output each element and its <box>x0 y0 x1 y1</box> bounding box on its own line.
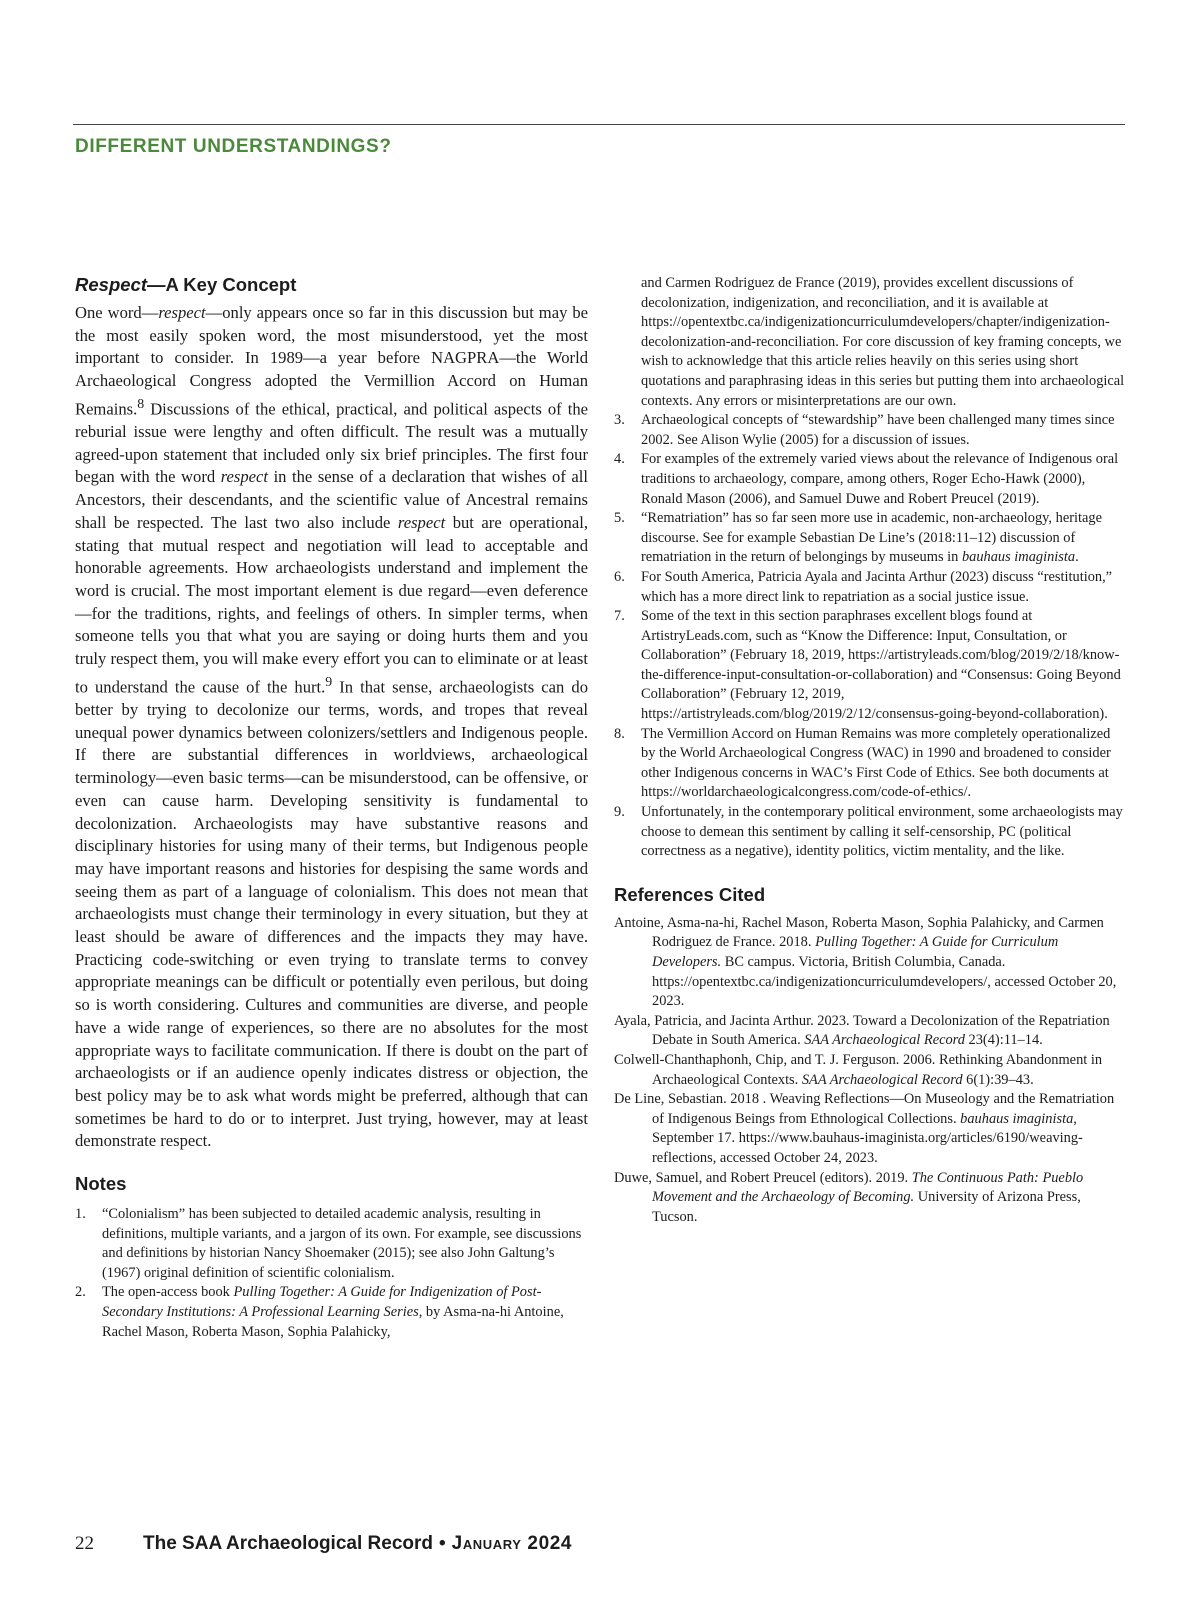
note-text: Archaeological concepts of “stewardship” have been challenged many times since 2002. See Alison Wylie (2005) for a discussion of issues. <box>641 412 1115 448</box>
ref-text: BC campus. Victoria, British Columbia, Canada. https://opentextbc.ca/indigenizationcurriculumdevelopers/, accessed October 20, 2023. <box>652 954 1117 1010</box>
ref-title: bauhaus imaginista <box>960 1110 1074 1127</box>
section-header-title: DIFFERENT UNDERSTANDINGS? <box>75 136 392 157</box>
note-title: Pulling Together: A Guide for Indigenization of Post-Secondary Institutions: A Professional Learning Series <box>102 1284 542 1321</box>
footnote-ref[interactable]: 9 <box>325 673 333 689</box>
note-text: Unfortunately, in the contemporary political environment, some archaeologists may choose to demean this sentiment by calling it self-censorship, PC (political correctness as a negative), identity politics, victim mentality, and the like. <box>641 804 1123 860</box>
note-number: 3. <box>614 412 625 429</box>
note-text: “Colonialism” has been subjected to detailed academic analysis, resulting in definitions, multiple variants, and a jargon of its own. For example, see discussions and definitions by historian Nancy Shoemaker (2015); see also John Galtung’s (1967) original definition of scientific colonialism. <box>102 1206 582 1281</box>
note-9 <box>614 803 1126 862</box>
note-1 <box>75 1205 588 1283</box>
heading-rest-part: —A Key Concept <box>146 274 297 295</box>
respect-section-heading <box>75 274 588 296</box>
reference-entry <box>614 1090 1126 1168</box>
text-segment: One word— <box>75 303 159 322</box>
note-number: 1. <box>75 1206 86 1223</box>
footer-separator: • <box>439 1533 446 1554</box>
text-segment: —only appears once so far in this discussion but may be the most easily spoken word, the most misunderstood, yet the most important to consider. In 1989—a year before NAGPRA—the World Archaeological Congress adopted the Vermillion Accord on Human Remains. <box>75 303 588 419</box>
ref-title: SAA Archaeological Record <box>801 1071 963 1088</box>
note-7 <box>614 607 1126 725</box>
note-text: . <box>1075 549 1079 566</box>
references-heading: References Cited <box>614 883 766 905</box>
ref-text: , September 17. https://www.bauhaus-imaginista.org/articles/6190/weaving-reflections, accessed October 24, 2023. <box>652 1110 1083 1166</box>
footnote-ref[interactable]: 8 <box>137 395 145 411</box>
ref-text: University of Arizona Press, Tucson. <box>652 1189 1081 1225</box>
note-2 <box>75 1283 588 1342</box>
text-segment: but are operational, stating that mutual respect and negotiation will lead to acceptable and honorable agreements. How archaeologists understand and implement the word is crucial. The most important element is due regard—even deference—for the traditions, rights, and feelings of others. In simpler terms, when someone tells you that what you are saying or doing hurts them and you truly respect them, you will make every effort you can to eliminate or at least to understand the cause of the hurt. <box>75 512 588 697</box>
note-number: 5. <box>614 510 625 527</box>
note-text: For examples of the extremely varied views about the relevance of Indigenous oral traditions to archaeology, compare, among others, Roger Echo-Hawk (2000), Ronald Mason (2006), and Samuel Duwe and Robert Preucel (2019). <box>641 451 1119 507</box>
note-8 <box>614 725 1126 803</box>
header-rule <box>73 124 1125 125</box>
notes-heading: Notes <box>75 1173 127 1195</box>
text-segment: In that sense, archaeologists can do better by trying to decolonize our terms, words, and tropes that reveal unequal power dynamics between colonizers/settlers and Indigenous people. If there are substantial differences in worldviews, archaeological terminology—even basic terms—can be misunderstood, can be offensive, or even can cause harm. Developing sensitivity is fundamental to decolonization. Archaeologists may have substantive reasons and disciplinary histories for using many of their terms, but Indigenous people may have important reasons and histories for despising the same words and seeing them as part of a language of colonialism. This does not mean that archaeologists must change their terminology in every situation, but they at least should be aware of differences and the impacts they may have. Practicing code-switching or even trying to translate terms to convey appropriate meanings can be difficult or potentially even perilous, but doing so is worth considering. Cultures and communities are diverse, and people have a wide range of experiences, so there are no absolutes for the most appropriate ways to facilitate communication. If there is doubt on the part of archaeologists or if an audience openly indicates distress or objection, the best policy may be to ask what words might be preferred, although that can sometimes be hard to do or to interpret. Just trying, however, may at least demonstrate respect. <box>75 677 589 1151</box>
text-segment: Discussions of the ethical, practical, and political aspects of the reburial issue were lengthy and often difficult. The result was a mutually agreed-upon statement that included only six brief principles. The first four began with the word <box>75 399 588 487</box>
issue-date: January 2024 <box>451 1533 573 1554</box>
note-number: 7. <box>614 608 625 625</box>
page-number: 22 <box>75 1533 94 1554</box>
italic-term: respect <box>158 303 206 322</box>
note-4 <box>614 450 1126 509</box>
ref-text: 23(4):11–14. <box>964 1032 1043 1049</box>
note-number: 6. <box>614 568 625 585</box>
note-number: 4. <box>614 451 625 468</box>
ref-text: Ayala, Patricia, and Jacinta Arthur. 2023. Toward a Decolonization of the Repatriation Debate in South America. <box>614 1012 1110 1049</box>
ref-text: Duwe, Samuel, and Robert Preucel (editors). 2019. <box>614 1169 912 1186</box>
note-text: The open-access book <box>102 1284 234 1301</box>
note-3 <box>614 411 1126 450</box>
note-2-continued: and Carmen Rodriguez de France (2019), provides excellent discussions of decolonization, indigenization, and reconciliation, and it is available at https://opentextbc.ca/indigenizationcurriculumdevelopers/chapter/indigenization-decolonization-and-reconciliation. For core discussion of key framing concepts, we wish to acknowledge that this article relies heavily on this series using short quotations and paraphrasing ideas in this series but putting them into archaeological contexts. Any errors or misinterpretations are our own. <box>641 275 1125 409</box>
ref-title: The Continuous Path: Pueblo Movement and the Archaeology of Becoming. <box>652 1169 1084 1206</box>
note-5 <box>614 509 1126 568</box>
reference-entry <box>614 1051 1126 1090</box>
italic-term: respect <box>220 467 269 487</box>
heading-italic-part: Respect <box>75 274 147 295</box>
text-segment: in the sense of a declaration that wishes of all Ancestors, their descendants, and the scientific value of Ancestral remains shall be respected. The last two also include <box>75 467 588 532</box>
left-column <box>75 274 588 1342</box>
note-text: For South America, Patricia Ayala and Jacinta Arthur (2023) discuss “restitution,” which has a more direct link to repatriation as a social justice issue. <box>641 568 1113 605</box>
ref-text: Antoine, Asma-na-hi, Rachel Mason, Roberta Mason, Sophia Palahicky, and Carmen Rodriguez de France. 2018. <box>614 914 1104 951</box>
ref-title: SAA Archaeological Record <box>804 1032 965 1049</box>
respect-paragraph <box>75 302 588 1153</box>
note-text: Some of the text in this section paraphrases excellent blogs found at ArtistryLeads.com, such as “Know the Difference: Input, Consultation, or Collaboration” (February 18, 2019, https://artistryleads.com/blog/2019/2/18/know-the-difference-input-consultation-or-collaboration) and “Consensus: Going Beyond Collaboration” (February 12, 2019, https://artistryleads.com/blog/2019/2/12/consensus-going-beyond-collaboration). <box>641 608 1121 723</box>
note-text: The Vermillion Accord on Human Remains was more completely operationalized by the World Archaeological Congress (WAC) in 1990 and broadened to consider other Indigenous concerns in WAC’s First Code of Ethics. See both documents at https://worldarchaeologicalcongress.com/code-of-ethics/. <box>641 725 1111 801</box>
reference-entry <box>614 914 1126 1012</box>
note-text: “Rematriation” has so far seen more use in academic, non-archaeology, heritage discourse. See for example Sebastian De Line’s (2018:11–12) discussion of rematriation in the return of belongings by museums in <box>641 510 1102 566</box>
note-6 <box>614 568 1126 607</box>
note-text: , by Asma-na-hi Antoine, Rachel Mason, Roberta Mason, Sophia Palahicky, <box>102 1304 564 1340</box>
journal-name: The SAA Archaeological Record <box>143 1533 433 1554</box>
page-footer <box>75 1533 572 1555</box>
note-number: 2. <box>75 1284 86 1301</box>
italic-term: respect <box>397 512 446 532</box>
ref-title: Pulling Together: A Guide for Curriculum Developers. <box>652 934 1059 970</box>
note-number: 8. <box>614 725 625 742</box>
ref-text: De Line, Sebastian. 2018 . Weaving Reflections—On Museology and the Rematriation of Indigenous Beings from Ethnological Collections. <box>614 1091 1115 1127</box>
ref-text: 6(1):39–43. <box>962 1071 1034 1088</box>
note-title: bauhaus imaginista <box>961 549 1076 566</box>
reference-entry <box>614 1012 1126 1051</box>
note-number: 9. <box>614 804 625 821</box>
right-column <box>614 274 1126 1227</box>
ref-text: Colwell-Chanthaphonh, Chip, and T. J. Ferguson. 2006. Rethinking Abandonment in Archaeological Contexts. <box>614 1051 1103 1088</box>
reference-entry <box>614 1169 1126 1228</box>
